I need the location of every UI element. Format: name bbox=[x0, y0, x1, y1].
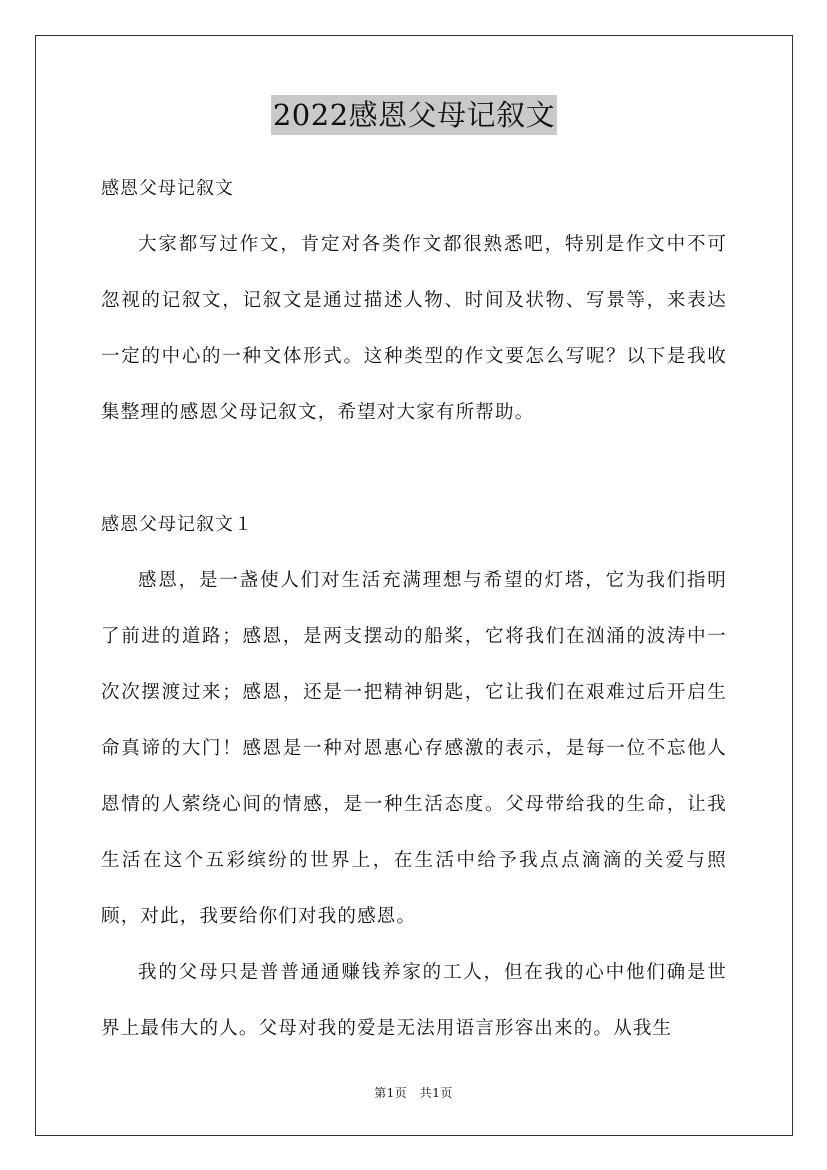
document-title: 2022感恩父母记叙文 bbox=[271, 95, 557, 135]
page-footer: 第1页 共1页 bbox=[374, 1086, 453, 1100]
section-heading: 感恩父母记叙文 bbox=[101, 178, 234, 199]
body-paragraph-1: 感恩，是一盏使人们对生活充满理想与希望的灯塔，它为我们指明了前进的道路；感恩，是两支摆动的船桨，它将我们在汹涌的波涛中一次次摆渡过来；感恩，还是一把精神钥匙，它让我们在艰难过后开启生命真谛的大门！感恩是一种对恩惠心存感激的表示，是每一位不忘他人恩情的人萦绕心间的情感，是一种生活态度。父母带给我的生命，让我生活在这个五彩缤纷的世界上，在生活中给予我点点滴滴的关爱与照顾，对此，我要给你们对我的感恩。 bbox=[101, 570, 727, 927]
body-paragraph-2: 我的父母只是普普通通赚钱养家的工人，但在我的心中他们确是世界上最伟大的人。父母对我的爱是无法用语言形容出来的。从我生 bbox=[101, 962, 727, 1039]
section-heading-1: 感恩父母记叙文１ bbox=[101, 514, 253, 535]
document-body bbox=[101, 95, 727, 1057]
title-container bbox=[101, 95, 727, 135]
intro-paragraph: 大家都写过作文，肯定对各类作文都很熟悉吧，特别是作文中不可忽视的记叙文，记叙文是通过描述人物、时间及状物、写景等，来表达一定的中心的一种文体形式。这种类型的作文要怎么写呢？以下是我收集整理的感恩父母记叙文，希望对大家有所帮助。 bbox=[101, 234, 727, 423]
blank-line bbox=[101, 441, 727, 497]
